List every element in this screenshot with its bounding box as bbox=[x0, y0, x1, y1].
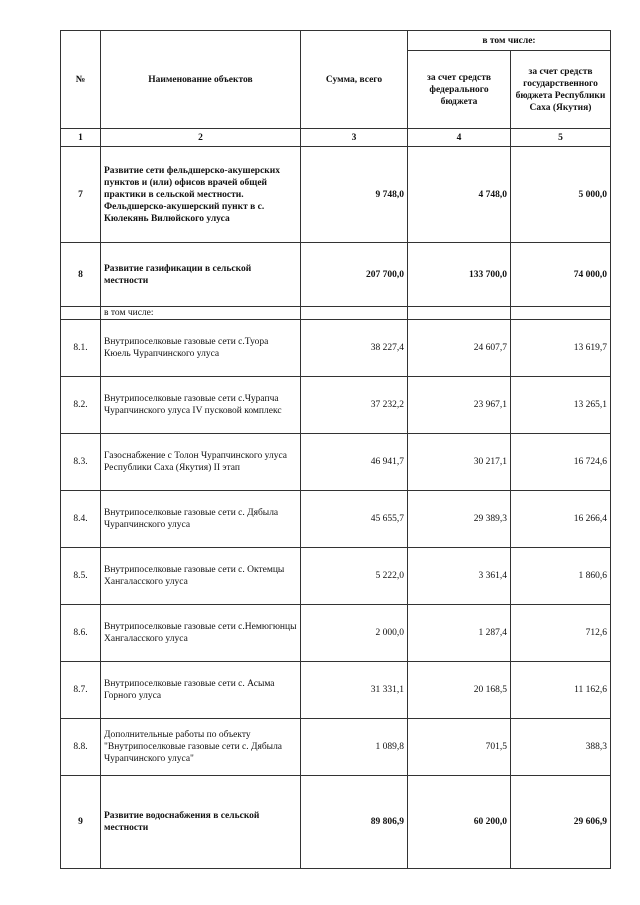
row-total bbox=[301, 307, 408, 320]
row-regional: 388,3 bbox=[511, 719, 611, 776]
row-name: Дополнительные работы по объекту "Внутрипоселковые газовые сети с. Дябыла Чурапчинского улуса" bbox=[101, 719, 301, 776]
row-federal: 60 200,0 bbox=[408, 776, 511, 869]
row-name: Внутрипоселковые газовые сети с.Чурапча Чурапчинского улуса IV пусковой комплекс bbox=[101, 377, 301, 434]
column-number: 1 bbox=[61, 129, 101, 147]
row-federal: 1 287,4 bbox=[408, 605, 511, 662]
row-total: 1 089,8 bbox=[301, 719, 408, 776]
budget-table bbox=[60, 30, 611, 869]
table-row-8 bbox=[61, 243, 611, 307]
table-row-7 bbox=[61, 147, 611, 243]
row-federal: 4 748,0 bbox=[408, 147, 511, 243]
row-regional: 74 000,0 bbox=[511, 243, 611, 307]
row-federal: 20 168,5 bbox=[408, 662, 511, 719]
row-number bbox=[61, 307, 101, 320]
row-name: Внутрипоселковые газовые сети с.Немюгюнцы Хангаласского улуса bbox=[101, 605, 301, 662]
row-name: Внутрипоселковые газовые сети с.Туора Кюель Чурапчинского улуса bbox=[101, 320, 301, 377]
row-total: 89 806,9 bbox=[301, 776, 408, 869]
table-row-8-4 bbox=[61, 491, 611, 548]
row-total: 45 655,7 bbox=[301, 491, 408, 548]
row-regional: 16 266,4 bbox=[511, 491, 611, 548]
row-regional: 11 162,6 bbox=[511, 662, 611, 719]
table-row-9 bbox=[61, 776, 611, 869]
row-regional: 16 724,6 bbox=[511, 434, 611, 491]
row-total: 2 000,0 bbox=[301, 605, 408, 662]
table-row-8-2 bbox=[61, 377, 611, 434]
row-total: 5 222,0 bbox=[301, 548, 408, 605]
row-regional bbox=[511, 307, 611, 320]
table-row-8-6 bbox=[61, 605, 611, 662]
column-number: 2 bbox=[101, 129, 301, 147]
row-number: 8.7. bbox=[61, 662, 101, 719]
row-regional: 1 860,6 bbox=[511, 548, 611, 605]
row-federal: 3 361,4 bbox=[408, 548, 511, 605]
table-row-8-1 bbox=[61, 320, 611, 377]
row-federal: 133 700,0 bbox=[408, 243, 511, 307]
table-row-including bbox=[61, 307, 611, 320]
table-row-8-8 bbox=[61, 719, 611, 776]
row-federal: 23 967,1 bbox=[408, 377, 511, 434]
row-name: Развитие газификации в сельской местности bbox=[101, 243, 301, 307]
row-total: 31 331,1 bbox=[301, 662, 408, 719]
header-row-top bbox=[61, 31, 611, 51]
row-total: 46 941,7 bbox=[301, 434, 408, 491]
table-row-8-7 bbox=[61, 662, 611, 719]
row-total: 9 748,0 bbox=[301, 147, 408, 243]
row-federal bbox=[408, 307, 511, 320]
row-name: Газоснабжение с Толон Чурапчинского улуса Республики Саха (Якутия) II этап bbox=[101, 434, 301, 491]
row-federal: 701,5 bbox=[408, 719, 511, 776]
row-number: 8 bbox=[61, 243, 101, 307]
column-number: 3 bbox=[301, 129, 408, 147]
row-total: 207 700,0 bbox=[301, 243, 408, 307]
row-federal: 24 607,7 bbox=[408, 320, 511, 377]
column-number: 5 bbox=[511, 129, 611, 147]
row-federal: 29 389,3 bbox=[408, 491, 511, 548]
row-regional: 5 000,0 bbox=[511, 147, 611, 243]
row-regional: 712,6 bbox=[511, 605, 611, 662]
table-row-8-5 bbox=[61, 548, 611, 605]
row-number: 7 bbox=[61, 147, 101, 243]
row-name: Внутрипоселковые газовые сети с. Дябыла Чурапчинского улуса bbox=[101, 491, 301, 548]
header-regional: за счет средств государственного бюджета Республики Саха (Якутия) bbox=[511, 51, 611, 129]
row-regional: 13 265,1 bbox=[511, 377, 611, 434]
row-total: 37 232,2 bbox=[301, 377, 408, 434]
row-federal: 30 217,1 bbox=[408, 434, 511, 491]
row-name: Внутрипоселковые газовые сети с. Октемцы Хангаласского улуса bbox=[101, 548, 301, 605]
column-number-row bbox=[61, 129, 611, 147]
row-number: 8.3. bbox=[61, 434, 101, 491]
row-number: 8.8. bbox=[61, 719, 101, 776]
row-number: 8.6. bbox=[61, 605, 101, 662]
header-no: № bbox=[61, 31, 101, 129]
row-number: 8.2. bbox=[61, 377, 101, 434]
row-regional: 13 619,7 bbox=[511, 320, 611, 377]
row-name: Развитие сети фельдшерско-акушерских пунктов и (или) офисов врачей общей практики в сельской местности. Фельдшерско-акушерский пункт в с. Кюлекянь Вилюйского улуса bbox=[101, 147, 301, 243]
header-total: Сумма, всего bbox=[301, 31, 408, 129]
header-including: в том числе: bbox=[408, 31, 611, 51]
row-name: Развитие водоснабжения в сельской местности bbox=[101, 776, 301, 869]
column-number: 4 bbox=[408, 129, 511, 147]
header-federal: за счет средств федерального бюджета bbox=[408, 51, 511, 129]
row-number: 8.5. bbox=[61, 548, 101, 605]
row-number: 8.4. bbox=[61, 491, 101, 548]
row-total: 38 227,4 bbox=[301, 320, 408, 377]
row-number: 9 bbox=[61, 776, 101, 869]
row-name: в том числе: bbox=[101, 307, 301, 320]
table-row-8-3 bbox=[61, 434, 611, 491]
row-regional: 29 606,9 bbox=[511, 776, 611, 869]
row-name: Внутрипоселковые газовые сети с. Асыма Горного улуса bbox=[101, 662, 301, 719]
header-name: Наименование объектов bbox=[101, 31, 301, 129]
row-number: 8.1. bbox=[61, 320, 101, 377]
